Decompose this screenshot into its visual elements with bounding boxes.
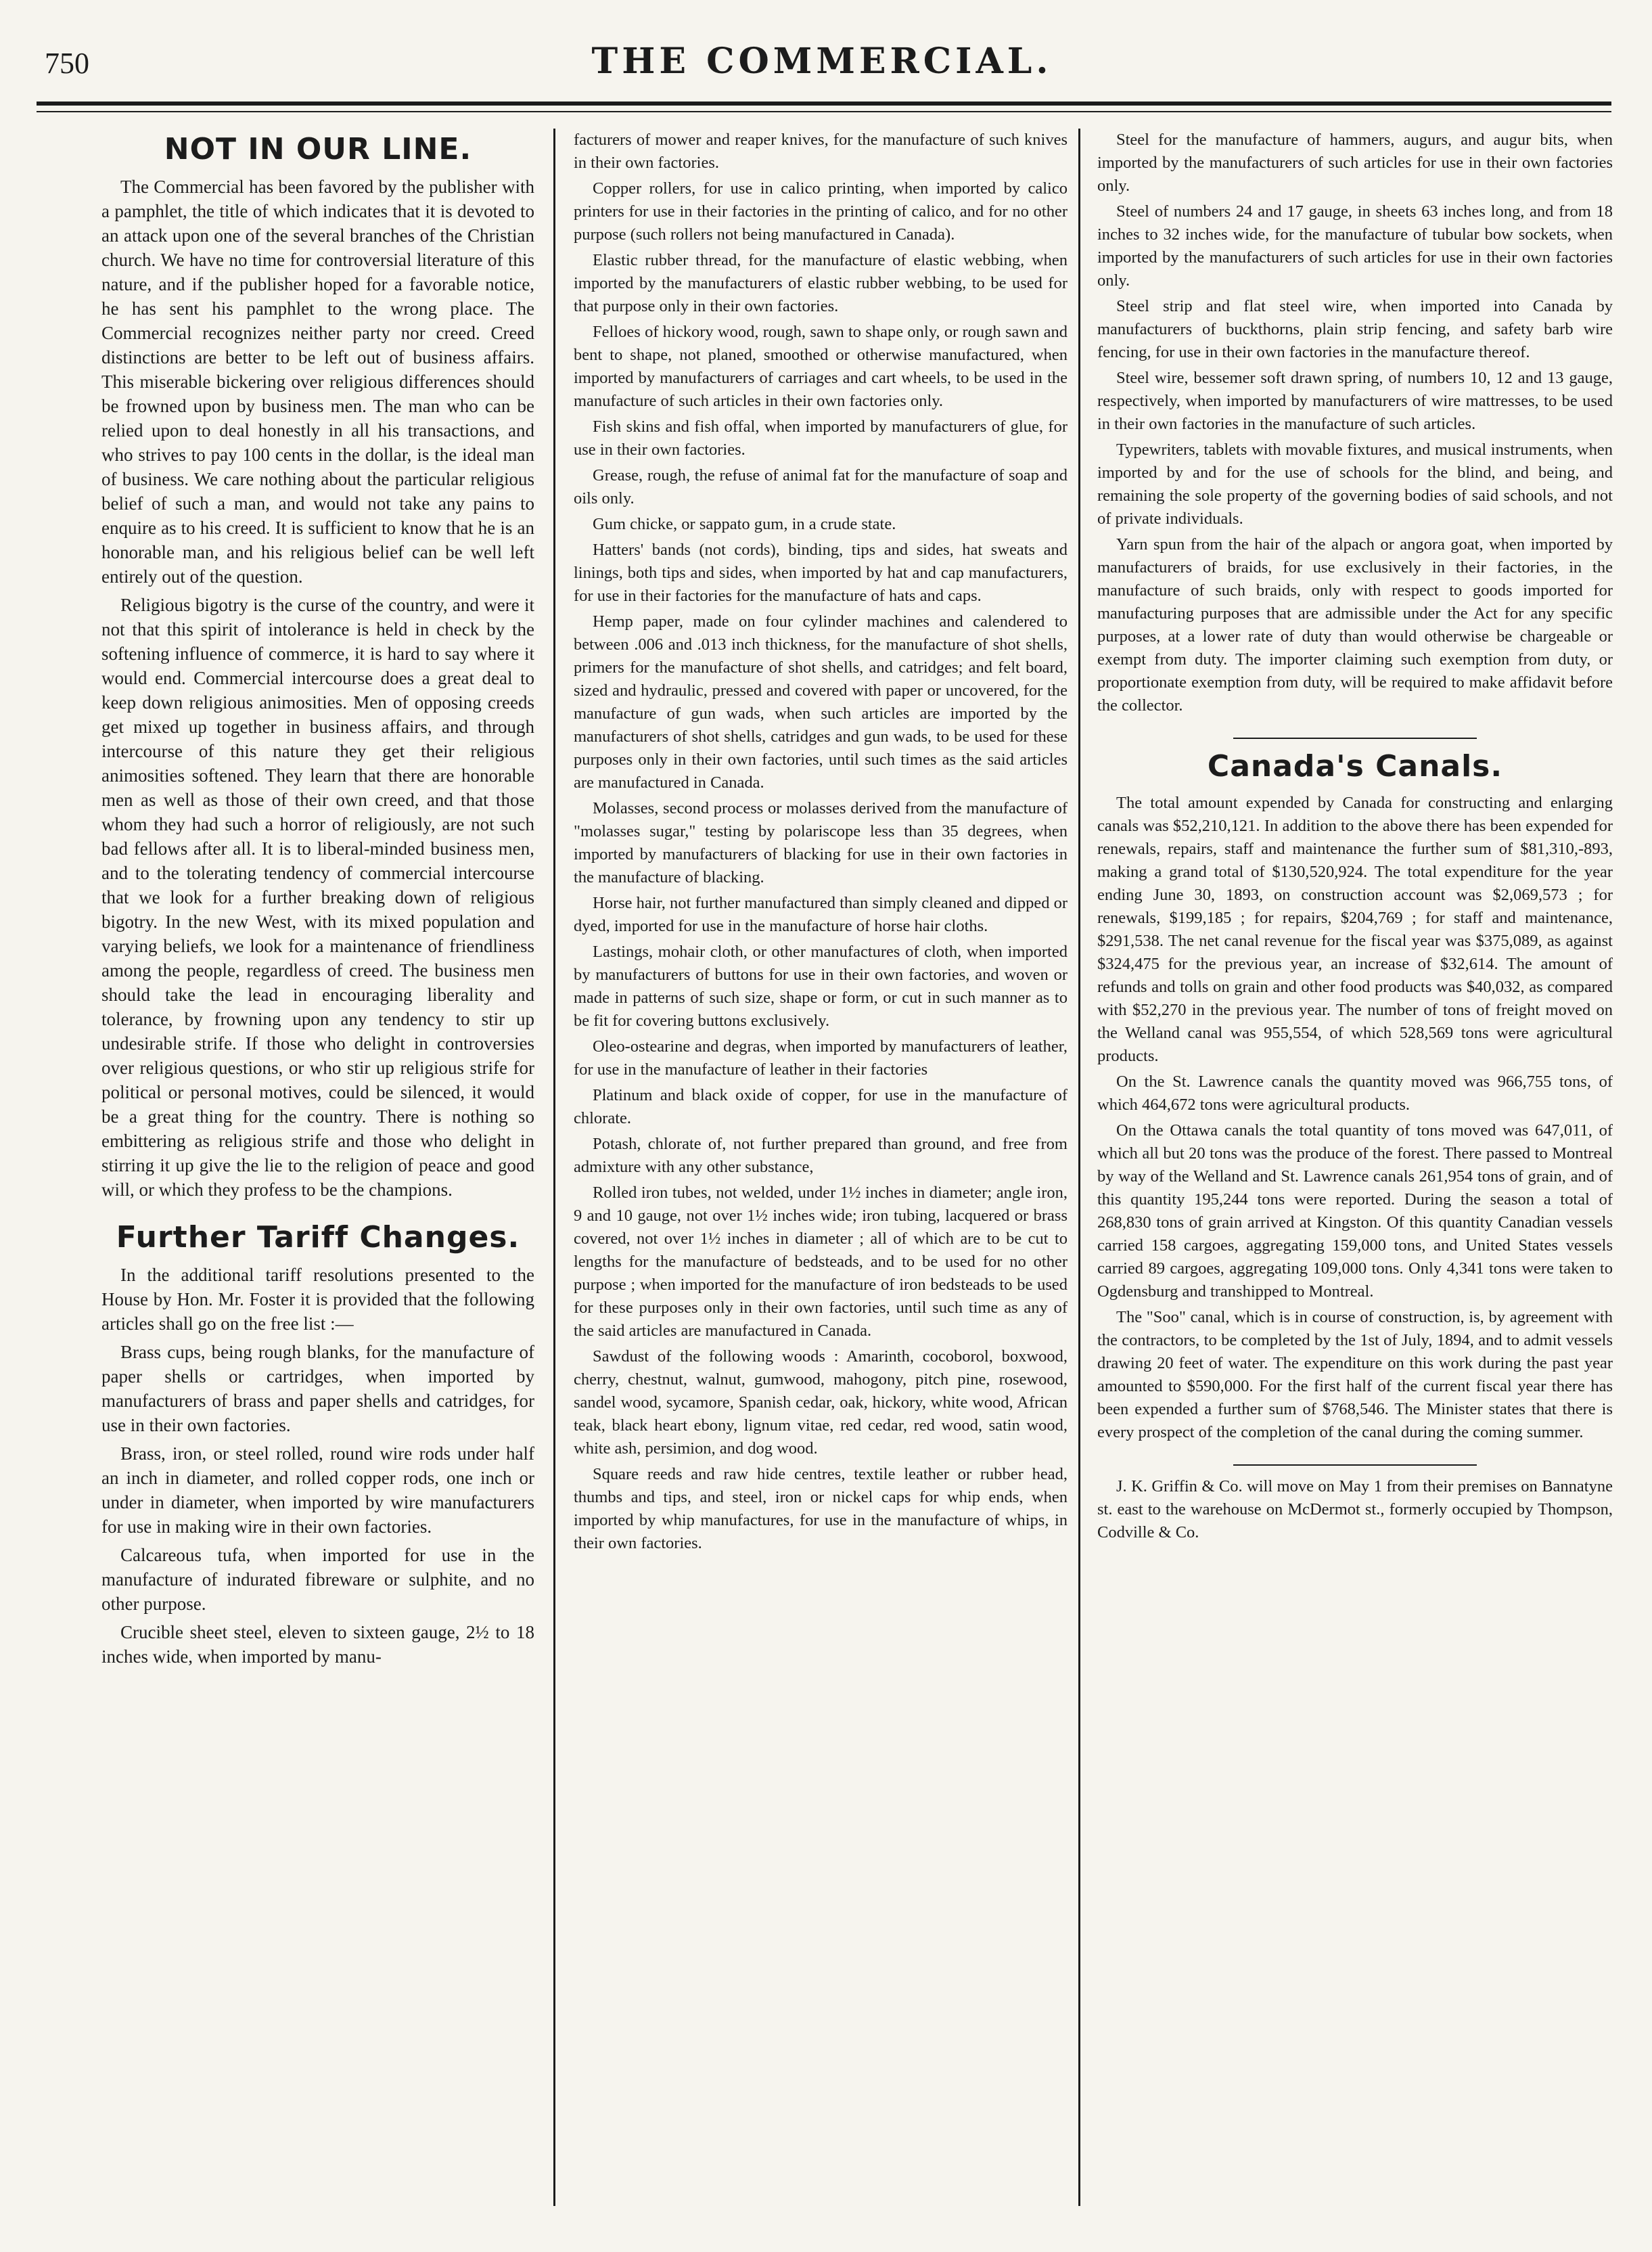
- article-paragraph: Molasses, second process or molasses derived from the manufacture of "molasses sugar," testing by polariscope less than 35 degrees, when imported by manufacturers of blacking for use in their own factories in the manufacture of blacking.: [574, 799, 1068, 886]
- article-paragraph: Religious bigotry is the curse of the country, and were it not that this spirit of intolerance is held in check by the softening influence of commerce, it is hard to say where it would end. Commercial intercourse does a great deal to keep down religious animosities. Men of opposing creeds get mixed up together in business affairs, and through intercourse of this nature they get their religious animosities softened. They learn that there are honorable men as well as those of their own creed, and that those whom they had such a horror of religiously, are not such bad fellows after all. It is to liberal-minded business men, and to the tolerating tendency of commercial intercourse that we look for a further breaking down of religious bigotry. In the new West, with its mixed population and varying beliefs, we look for a maintenance of friendliness among the people, regardless of creed. The business men should take the lead in encouraging liberality and tolerance, by frowning upon any tendency to stir up undesirable strife. If those who delight in controversies over religious questions, or who stir up religious strife for political or personal motives, could be silenced, it would be a great thing for the country. There is nothing so embittering as religious strife and those who delight in stirring it up give the lie to the religion of peace and good will, or which they profess to be the champions.: [101, 595, 534, 1200]
- article-paragraph: Gum chicke, or sappato gum, in a crude state.: [593, 515, 896, 533]
- article-paragraph: Brass cups, being rough blanks, for the manufacture of paper shells or cartridges, when imported by manufacturers of brass and paper shells and catridges, for use in their own factories.: [101, 1342, 534, 1435]
- article-paragraph: Square reeds and raw hide centres, textile leather or rubber head, thumbs and tips, and steel, iron or nickel caps for whip ends, when imported by whip manufactures, for use in the manufacture of whips, in their own factories.: [574, 1465, 1068, 1552]
- article-headline: NOT IN OUR LINE.: [164, 132, 472, 166]
- article-paragraph: Hatters' bands (not cords), binding, tips and sides, hat sweats and linings, both tips and sides, when imported by hat and cap manufacturers, for use in their factories for the manufacture of hats and caps.: [574, 541, 1068, 605]
- article-paragraph: Grease, rough, the refuse of animal fat for the manufacture of soap and oils only.: [574, 466, 1068, 508]
- column-3: [1097, 129, 1613, 2199]
- column-divider: [1078, 129, 1080, 2206]
- column-2: [574, 129, 1068, 2199]
- article-paragraph: Hemp paper, made on four cylinder machines and calendered to between .006 and .013 inch thickness, for the manufacture of shot shells, primers for the manufacture of shot shells, and catridges; and felt board, sized and hydraulic, pressed and covered with paper or uncovered, for the manufacture of gun wads, when such articles are imported by the manufacturers of shot shells, catridges and gun wads, to be used for these purposes only in their own factories, until such times as the said articles are manufactured in Canada.: [574, 612, 1068, 792]
- article-paragraph: On the Ottawa canals the total quantity of tons moved was 647,011, of which all but 20 tons was the produce of the forest. There passed to Montreal by way of the Welland and St. Lawrence canals 261,954 tons of grain, and of this quantity 195,244 tons were reported. During the season a total of 268,830 tons of grain arrived at Kingston. Of this quantity Canadian vessels carried 158 cargoes, aggregating 159,000 tons, and United States vessels carried 89 cargoes, aggregating 109,000 tons. Only 4,341 tons were taken to Ogdensburg and transhipped to Montreal.: [1097, 1121, 1613, 1301]
- article-paragraph: Elastic rubber thread, for the manufacture of elastic webbing, when imported by the manufacturers of elastic rubber webbing, to be used for that purpose only in their own factories.: [574, 251, 1068, 315]
- article-paragraph: Sawdust of the following woods : Amarinth, cocoborol, boxwood, cherry, chestnut, walnut, gumwood, mahogony, pitch pine, rosewood, sandel wood, sycamore, Spanish cedar, oak, hickory, white wood, African teak, black heart ebony, lignum vitae, red cedar, red wood, satin wood, white ash, persimion, and dog wood.: [574, 1347, 1068, 1458]
- article-paragraph: The total amount expended by Canada for constructing and enlarging canals was $52,210,121. In addition to the above there has been expended for renewals, repairs, staff and maintenance the further sum of $81,310,-893, making a grand total of $130,520,924. The total expenditure for the year ending June 30, 1893, on construction account was $2,069,573 ; for renewals, $199,185 ; for repairs, $204,769 ; for staff and maintenance, $291,538. The net canal revenue for the fiscal year was $375,089, as against $324,475 for the previous year, an increase of $32,614. The amount of refunds and tolls on grain and other food products was $40,032, as compared with $52,270 in the previous year. The number of tons of freight moved on the Welland canal was 955,554, of which 528,569 tons were agricultural products.: [1097, 794, 1613, 1065]
- masthead: [34, 27, 1610, 88]
- header-rule-thin: [37, 111, 1611, 112]
- journal-title: THE COMMERCIAL.: [591, 41, 1053, 82]
- article-paragraph: Fish skins and fish offal, when imported by manufacturers of glue, for use in their own factories.: [574, 418, 1068, 459]
- article-paragraph: Steel for the manufacture of hammers, augurs, and augur bits, when imported by the manufacturers of such articles for use in their own factories only.: [1097, 131, 1613, 195]
- header-rule: [37, 102, 1611, 106]
- article-paragraph: Lastings, mohair cloth, or other manufactures of cloth, when imported by manufacturers of buttons for use in their own factories, and woven or made in patterns of such size, shape or form, or cut in such manner as to be fit for covering buttons exclusively.: [574, 943, 1068, 1030]
- section-separator: [1097, 1454, 1613, 1468]
- article-paragraph: Oleo-ostearine and degras, when imported by manufacturers of leather, for use in the manufacture of leather in their factories: [574, 1037, 1068, 1079]
- section-separator: [1097, 727, 1613, 742]
- article-paragraph: J. K. Griffin & Co. will move on May 1 from their premises on Bannatyne st. east to the warehouse on McDermot st., formerly occupied by Thompson, Codville & Co.: [1097, 1477, 1613, 1541]
- article-paragraph: Copper rollers, for use in calico printing, when imported by calico printers for use in their factories in the printing of calico, and for no other purpose (such rollers not being manufactured in Canada).: [574, 179, 1068, 244]
- article-paragraph: Steel of numbers 24 and 17 gauge, in sheets 63 inches long, and from 18 inches to 32 inches wide, for the manufacture of tubular bow sockets, when imported by the manufacturers of such articles for use in their own factories only.: [1097, 202, 1613, 290]
- article-paragraph: The "Soo" canal, which is in course of construction, is, by agreement with the contractors, to be completed by the 1st of July, 1894, and to admit vessels drawing 20 feet of water. The expenditure on this work during the past year amounted to $590,000. For the first half of the current fiscal year there has been expended a further sum of $768,546. The Minister states that there is every prospect of the completion of the canal during the coming summer.: [1097, 1308, 1613, 1441]
- article-paragraph: In the additional tariff resolutions presented to the House by Hon. Mr. Foster it is provided that the following articles shall go on the free list :—: [101, 1265, 534, 1334]
- article-paragraph: Steel wire, bessemer soft drawn spring, of numbers 10, 12 and 13 gauge, respectively, when imported by manufacturers of wire mattresses, to be used in their own factories in the manufacture of such articles.: [1097, 369, 1613, 433]
- article-paragraph: Steel strip and flat steel wire, when imported into Canada by manufacturers of buckthorns, plain strip fencing, and safety barb wire fencing, for use in their own factories in the manufacture thereof.: [1097, 297, 1613, 361]
- article-paragraph: Brass, iron, or steel rolled, round wire rods under half an inch in diameter, and rolled copper rods, one inch or under in diameter, when imported by wire manufacturers for use in making wire in their own factories.: [101, 1443, 534, 1537]
- article-paragraph: Platinum and black oxide of copper, for use in the manufacture of chlorate.: [574, 1086, 1068, 1127]
- article-headline: Canada's Canals.: [1207, 749, 1503, 784]
- column-1: [101, 129, 534, 2199]
- article-paragraph: Rolled iron tubes, not welded, under 1½ inches in diameter; angle iron, 9 and 10 gauge, not over 1½ inches wide; iron tubing, lacquered or brass covered, not over 1½ inches in diameter ; all of which are to be cut to lengths for the manufacture of bedsteads, and to be used for no other purpose ; when imported for the manufacture of iron bedsteads to be used for these purposes only in their own factories, until such time as any of the said articles are manufactured in Canada.: [574, 1184, 1068, 1340]
- article-paragraph: Potash, chlorate of, not further prepared than ground, and free from admixture with any other substance,: [574, 1135, 1068, 1176]
- article-paragraph: Yarn spun from the hair of the alpach or angora goat, when imported by manufacturers of braids, for use exclusively in their factories, in the manufacture of such braids, only with respect to goods imported for manufacturing purposes that are admissible under the Act for any specific purposes, at a lower rate of duty than would otherwise be chargeable or exempt from duty. The importer claiming such exemption from duty, or proportionate exemption from duty, will be required to make affidavit before the collector.: [1097, 535, 1613, 715]
- article-paragraph: Horse hair, not further manufactured than simply cleaned and dipped or dyed, imported for use in the manufacture of horse hair cloths.: [574, 894, 1068, 935]
- article-paragraph: The Commercial has been favored by the publisher with a pamphlet, the title of which indicates that it is devoted to an attack upon one of the several branches of the Christian church. We have no time for controversial literature of this nature, and if the publisher hoped for a favorable notice, he has sent his pamphlet to the wrong place. The Commercial recognizes neither party nor creed. Creed distinctions are better to be left out of business affairs. This miserable bickering over religious differences should be frowned upon by business men. The man who can be relied upon to deal honestly in all his transactions, and who strives to pay 100 cents in the dollar, is the ideal man of business. We care nothing about the particular religious belief of such a man, and would not take any pains to enquire as to his creed. It is sufficient to know that he is an honorable man, and his religious belief can be well left entirely out of the question.: [101, 177, 534, 587]
- article-paragraph: facturers of mower and reaper knives, for the manufacture of such knives in their own factories.: [574, 131, 1068, 172]
- article-paragraph: On the St. Lawrence canals the quantity moved was 966,755 tons, of which 464,672 tons were agricultural products.: [1097, 1073, 1613, 1114]
- article-paragraph: Felloes of hickory wood, rough, sawn to shape only, or rough sawn and bent to shape, not planed, smoothed or otherwise manufactured, when imported by manufacturers of carriages and cart wheels, to be used in the manufacture of such articles in their own factories only.: [574, 323, 1068, 410]
- column-divider: [553, 129, 555, 2206]
- article-paragraph: Crucible sheet steel, eleven to sixteen gauge, 2½ to 18 inches wide, when imported by manu-: [101, 1622, 534, 1667]
- page-number: 750: [45, 47, 89, 80]
- article-headline: Further Tariff Changes.: [116, 1220, 520, 1255]
- article-paragraph: Calcareous tufa, when imported for use in the manufacture of indurated fibreware or sulphite, and no other purpose.: [101, 1545, 534, 1614]
- article-paragraph: Typewriters, tablets with movable fixtures, and musical instruments, when imported by and for the use of schools for the blind, and being, and remaining the sole property of the governing bodies of said schools, and not of private individuals.: [1097, 441, 1613, 528]
